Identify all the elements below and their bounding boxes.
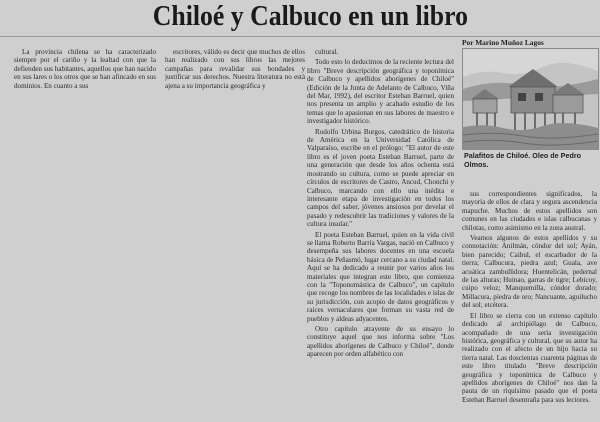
paragraph: Veamos algunos de estos apellidos y su connotación: Anilmán, cóndor del sol; Ayán, bien parecido; Caibul, el escarbador de la tierra; Calbucura, piedra azul; Guala, ave acuática zambullidora; Huentelicán, pedernal de las alturas; Huinao, garras de tigre; Lebicoy, cuipo veloz; Manquemilla, cóndor dorado; Millacura, piedra de oro; Nancuante, aguilucho del sol; etcétera.: [462, 234, 597, 310]
paragraph: Todo esto lo deducimos de la reciente lectura del libro "Breve descripción geográfica y toponímica de Calbuco y apellidos aborígenes de Chiloé" (Edición de la Junta de Adelanto de Calbuco, Viña del Mar, 1992), del escritor Esteban Barruel, quien nos presenta un amplio y acabado estudio de los temas que lo apasionan en sus labores de maestro e investigador histórico.: [307, 58, 454, 126]
painting-image: [462, 48, 599, 150]
paragraph: El poeta Esteban Barruel, quien en la vida civil se llama Roberto Barría Vargas, nació en Calbuco y desempeña sus labores docentes en una escuela básica de Peñasmó, lugar cercano a su ciudad natal. Aquí se ha dedicado a reunir por varios años los materiales que integran este libro, que comienza con la "Toponomástica de Calbuco", un capítulo que recoge los nombres de las localidades e islas de su jurisdicción, con acopio de datos geográficos y raíces vernaculares que forman su vasta red de pueblos y aldeas adyacentes.: [307, 230, 454, 323]
paragraph: La provincia chilena se ha caracterizado siempre por el cariño y la lealtad con que la defienden sus habitantes, aquellos que han nacido en sus lares o los otros que se han afincado en sus dominios. En cuanto a sus: [14, 48, 156, 90]
article-column-4: [462, 190, 597, 422]
paragraph: Rodolfo Urbina Burgos, catedrático de historia de América en la Universidad Católica de Valparaíso, escribe en el prólogo: "El autor de este libro es el joven poeta Esteban Barruel, parte de una generación que desde los años ochenta está mostrando su cultura, como se puede apreciar en círculos de escritores de Castro, Ancud, Chonchi y Calbuco, marcando con ello una inédita e interesante etapa de investigación en todos los campos del saber, jóvenes ansiosos por develar el pasado y redescubrir las tradiciones y valores de la cultura insular.": [307, 127, 454, 229]
paragraph: escritores, válido es decir que muchos de ellos han realizado con sus libros las mejores campañas para revalidar sus bondades y justificar sus derechos. Nuestra literatura no está ajena a su importancia geográfica y: [165, 48, 305, 90]
paragraph: Otro capítulo atrayente de su ensayo lo constituye aquel que nos informa sobre "Los apellidos aborígenes de Calbuco y Chiloé", donde aparecen por orden alfabético con: [307, 325, 454, 359]
stilt-houses-illustration: [463, 49, 598, 149]
header-rule: [0, 36, 600, 37]
paragraph: sus correspondientes significados, la mayoría de ellos de clara y segura ascendencia mapuche. Muchos de estos apellidos son comunes en las ciudades e islas calbucanas y chilotas, como asimismo en la zona austral.: [462, 190, 597, 232]
article-headline: Chiloé y Calbuco en un libro: [152, 1, 468, 32]
article-column-3: [307, 48, 454, 422]
paragraph: cultural.: [315, 48, 339, 56]
article-byline: Por Marino Muñoz Lagos: [462, 38, 544, 47]
article-column-1: [14, 48, 156, 108]
article-column-2: [165, 48, 305, 108]
paragraph: El libro se cierra con un extenso capítulo dedicado al archipiélago de Calbuco, acompañado de una seria investigación histórica, geográfica y cultural, que su autor ha realizado con el afecto de un hijo hacia su tierra natal. Las doscientas cuarenta páginas de este libro titulado "Breve descripción geográfica y toponímica de Calbuco y apellidos aborígenes de Chiloé" nos dan la pauta de un riquísimo pasado que el poeta Esteban Barruel desentraña para sus lectores.: [462, 311, 597, 404]
image-caption: Palafitos de Chiloé. Oleo de Pedro Olmos.: [464, 151, 582, 169]
